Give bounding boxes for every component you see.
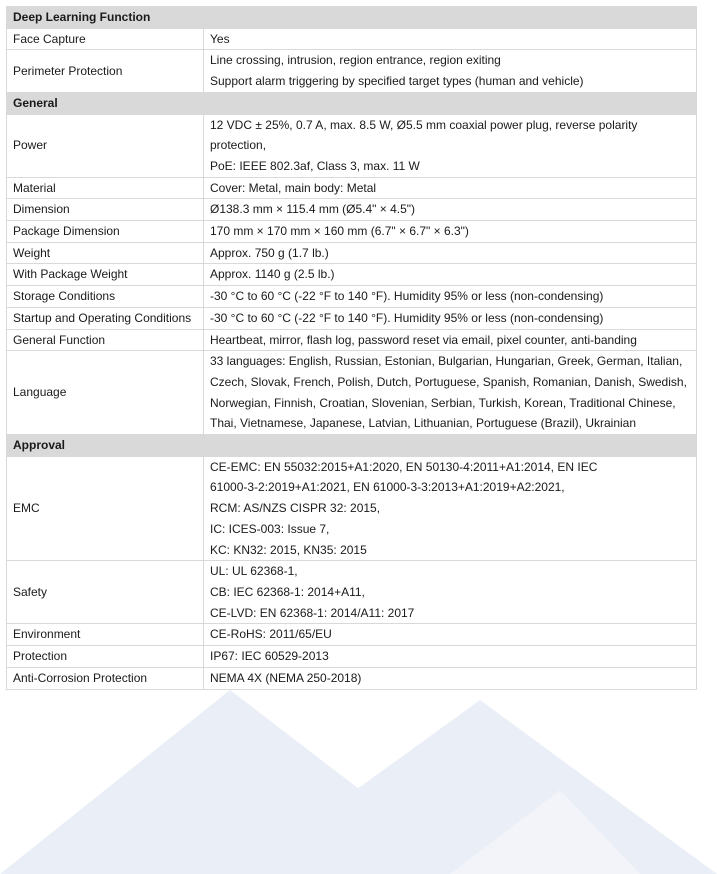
spec-value-cell <box>204 561 697 624</box>
spec-row <box>7 351 697 435</box>
spec-row <box>7 456 697 561</box>
spec-label-cell <box>7 624 204 646</box>
spec-label: Protection <box>13 649 68 664</box>
spec-value-line: CB: IEC 62368-1: 2014+A11, <box>210 584 365 599</box>
section-title: General <box>7 92 697 114</box>
spec-value-cell <box>204 286 697 308</box>
spec-row <box>7 624 697 646</box>
spec-value-line: protection, <box>210 138 267 153</box>
spec-row <box>7 242 697 264</box>
section-title: Approval <box>7 435 697 457</box>
spec-label: Environment <box>13 627 81 642</box>
spec-label: EMC <box>13 501 40 516</box>
spec-table-body <box>7 7 697 690</box>
spec-value-line: 33 languages: English, Russian, Estonian, Bulgarian, Hungarian, Greek, German, Italian, <box>210 354 683 369</box>
spec-value-line: 61000-3-2:2019+A1:2021, EN 61000-3-3:2013+A1:2019+A2:2021, <box>210 480 565 495</box>
spec-label-cell <box>7 177 204 199</box>
spec-row <box>7 221 697 243</box>
spec-row <box>7 177 697 199</box>
spec-table <box>6 6 697 690</box>
spec-label: Power <box>13 138 48 153</box>
spec-value-line: 170 mm × 170 mm × 160 mm (6.7" × 6.7" × 6.3") <box>210 224 469 239</box>
spec-value-line: IC: ICES-003: Issue 7, <box>210 521 330 536</box>
spec-value-line: Thai, Vietnamese, Japanese, Latvian, Lithuanian, Portuguese (Brazil), Ukrainian <box>210 416 637 431</box>
spec-value-line: Support alarm triggering by specified target types (human and vehicle) <box>210 74 584 89</box>
spec-row <box>7 199 697 221</box>
spec-value-cell <box>204 667 697 689</box>
spec-label: Material <box>13 180 56 195</box>
spec-value-cell <box>204 624 697 646</box>
spec-value-line: RCM: AS/NZS CISPR 32: 2015, <box>210 501 381 516</box>
spec-label: Face Capture <box>13 31 86 46</box>
spec-row <box>7 307 697 329</box>
spec-value-line: -30 °C to 60 °C (-22 °F to 140 °F). Humidity 95% or less (non-condensing) <box>210 310 604 325</box>
spec-value-cell <box>204 456 697 561</box>
spec-value-line: Ø138.3 mm × 115.4 mm (Ø5.4" × 4.5") <box>210 202 416 217</box>
spec-value-line: Cover: Metal, main body: Metal <box>210 180 377 195</box>
spec-value-cell <box>204 177 697 199</box>
spec-value-line: CE-EMC: EN 55032:2015+A1:2020, EN 50130-4:2011+A1:2014, EN IEC <box>210 459 598 474</box>
spec-value-cell <box>204 114 697 177</box>
spec-value-line: KC: KN32: 2015, KN35: 2015 <box>210 542 367 557</box>
spec-row <box>7 667 697 689</box>
section-title: Deep Learning Function <box>7 7 697 29</box>
spec-value-line: Heartbeat, mirror, flash log, password reset via email, pixel counter, anti-banding <box>210 332 637 347</box>
spec-label-cell <box>7 199 204 221</box>
spec-value-cell <box>204 329 697 351</box>
spec-label-cell <box>7 561 204 624</box>
spec-label-cell <box>7 329 204 351</box>
spec-label: With Package Weight <box>13 267 128 282</box>
spec-label: Storage Conditions <box>13 289 116 304</box>
spec-value-cell <box>204 646 697 668</box>
spec-value-line: CE-RoHS: 2011/65/EU <box>210 627 332 642</box>
spec-value-cell <box>204 50 697 92</box>
spec-row <box>7 28 697 50</box>
spec-value-line: Line crossing, intrusion, region entrance, region exiting <box>210 53 501 68</box>
spec-row <box>7 264 697 286</box>
spec-label-cell <box>7 242 204 264</box>
spec-value-line: Approx. 1140 g (2.5 lb.) <box>210 267 335 282</box>
spec-value-cell <box>204 307 697 329</box>
spec-label: Startup and Operating Conditions <box>13 310 192 325</box>
spec-value-cell <box>204 28 697 50</box>
spec-value-line: PoE: IEEE 802.3af, Class 3, max. 11 W <box>210 158 420 173</box>
spec-label: Weight <box>13 245 51 260</box>
spec-label: Package Dimension <box>13 224 120 239</box>
section-header-row <box>7 7 697 29</box>
spec-value-cell <box>204 221 697 243</box>
spec-value-cell <box>204 264 697 286</box>
spec-label-cell <box>7 456 204 561</box>
spec-label-cell <box>7 264 204 286</box>
spec-value-cell <box>204 351 697 435</box>
spec-label: General Function <box>13 332 106 347</box>
spec-value-line: Approx. 750 g (1.7 lb.) <box>210 245 329 260</box>
spec-value-line: -30 °C to 60 °C (-22 °F to 140 °F). Humidity 95% or less (non-condensing) <box>210 289 604 304</box>
spec-row <box>7 114 697 177</box>
spec-row <box>7 646 697 668</box>
section-header-row <box>7 92 697 114</box>
spec-value-cell <box>204 199 697 221</box>
spec-label-cell <box>7 28 204 50</box>
spec-value-line: UL: UL 62368-1, <box>210 564 298 579</box>
spec-label-cell <box>7 221 204 243</box>
spec-label-cell <box>7 114 204 177</box>
spec-label: Safety <box>13 584 48 599</box>
spec-label-cell <box>7 667 204 689</box>
spec-value-line: Norwegian, Finnish, Croatian, Slovenian, Serbian, Turkish, Korean, Traditional Chinese, <box>210 395 676 410</box>
spec-label-cell <box>7 50 204 92</box>
spec-row <box>7 50 697 92</box>
spec-value-line: NEMA 4X (NEMA 250-2018) <box>210 670 362 685</box>
spec-label-cell <box>7 286 204 308</box>
spec-label: Anti-Corrosion Protection <box>13 670 148 685</box>
spec-value-line: 12 VDC ± 25%, 0.7 A, max. 8.5 W, Ø5.5 mm coaxial power plug, reverse polarity <box>210 117 638 132</box>
spec-value-cell <box>204 242 697 264</box>
spec-value-line: IP67: IEC 60529-2013 <box>210 649 329 664</box>
spec-value-line: Czech, Slovak, French, Polish, Dutch, Portuguese, Spanish, Romanian, Danish, Swedish, <box>210 374 687 389</box>
spec-row <box>7 561 697 624</box>
section-header-row <box>7 435 697 457</box>
spec-value-line: CE-LVD: EN 62368-1: 2014/A11: 2017 <box>210 605 415 620</box>
spec-row <box>7 286 697 308</box>
spec-label: Dimension <box>13 202 70 217</box>
spec-label-cell <box>7 351 204 435</box>
spec-label-cell <box>7 646 204 668</box>
spec-value-line: Yes <box>210 31 230 46</box>
spec-label: Language <box>13 385 67 400</box>
spec-label-cell <box>7 307 204 329</box>
spec-row <box>7 329 697 351</box>
spec-label: Perimeter Protection <box>13 63 123 78</box>
